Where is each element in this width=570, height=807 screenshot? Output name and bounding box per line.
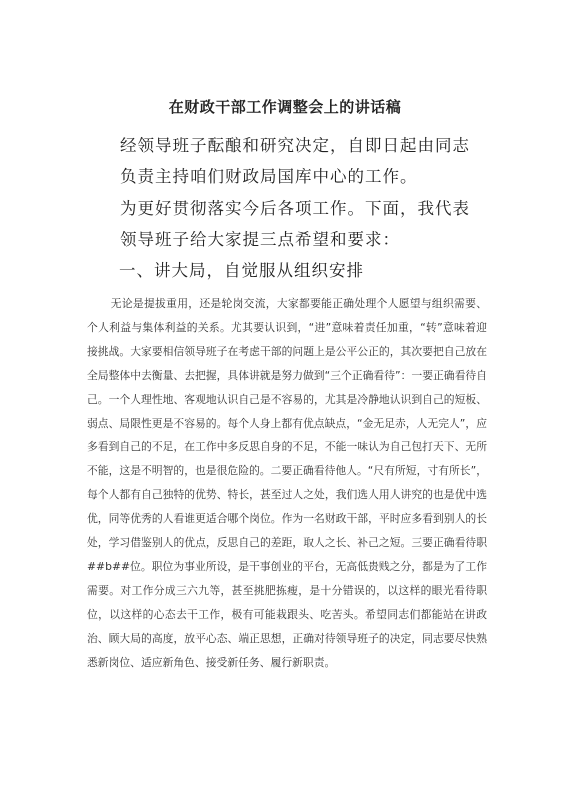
- request-text: 为更好贯彻落实今后各项工作。下面，我代表领导班子给大家提三点希望和要求：: [120, 199, 470, 249]
- section-body: 无论是提拔重用，还是轮岗交流，大家都要能正确处理个人愿望与组织需要、个人利益与集体利益的关系。尤其要认识到，“进”意味着责任加重，“转”意味着迎接挑战。大家要相信领导班子在考虑干部的问题上是公平公正的，其次要把自己放在全局整体中去衡量、去把握，具体讲就是努力做到“三个正确看待”：一要正确看待自己。一个人理性地、客观地认识自己是不容易的，尤其是冷静地认识到自己的短板、弱点、局限性更是不容易的。每个人身上都有优点缺点，“金无足赤，人无完人”，应多看到自己的不足，在工作中多反思自身的不足，不能一味认为自己包打天下、无所不能，这是不明智的，也是很危险的。二要正确看待他人。“尺有所短，寸有所长”，每个人都有自己独特的优势、特长，甚至过人之处，我们选人用人讲究的也是优中选优，同等优秀的人看谁更适合哪个岗位。作为一名财政干部，平时应多看到别人的长处，学习借鉴别人的优点，反思自己的差距，取人之长、补己之短。三要正确看待职##b##位。职位为事业所设，是干事创业的平台，无高低贵贱之分，都是为了工作需要。对工作分成三六九等，甚至挑肥拣瘦，是十分错误的，以这样的眼光看待职位，以这样的心态去干工作，极有可能栽跟头、吃苦头。希望同志们都能站在讲政治、顾大局的高度，放平心态、端正思想，正确对待领导班子的决定，同志要尽快熟悉新岗位、适应新角色、接受新任务、履行新职责。: [87, 297, 487, 669]
- section-heading: 一、讲大局，自觉服从组织安排: [119, 261, 364, 280]
- document-title: 在财政干部工作调整会上的讲话稿: [168, 98, 402, 116]
- request-paragraph: [87, 193, 487, 255]
- intro-paragraph: [87, 130, 487, 192]
- intro-text: 经领导班子酝酿和研究决定，自即日起由同志负责主持咱们财政局国库中心的工作。: [120, 136, 470, 186]
